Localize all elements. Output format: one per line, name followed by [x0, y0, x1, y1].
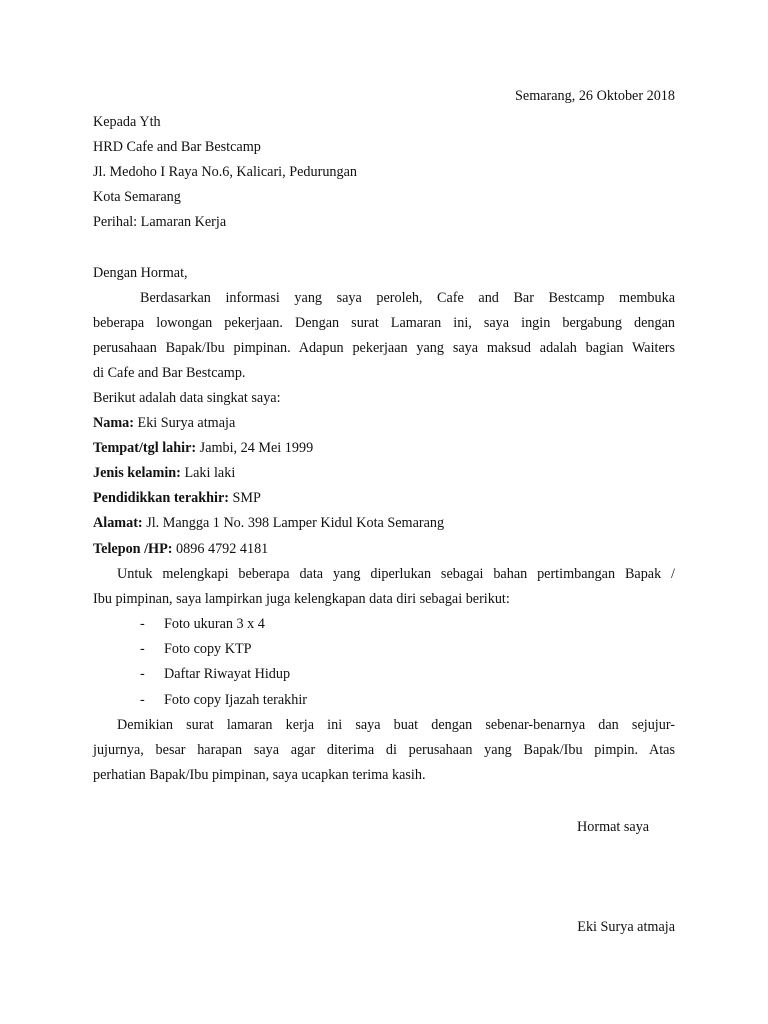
data-label: Telepon /HP:	[93, 541, 173, 557]
data-value: Jambi, 24 Mei 1999	[196, 440, 314, 456]
closing: Hormat saya	[577, 819, 650, 835]
paragraph-line: Demikian surat lamaran kerja ini saya buat dengan sebenar-benarnya dan sejujur-	[117, 717, 675, 733]
place-date: Semarang, 26 Oktober 2018	[515, 88, 675, 104]
recipient-line: Kota Semarang	[93, 189, 181, 205]
paragraph-line: Untuk melengkapi beberapa data yang diperlukan sebagai bahan pertimbangan Bapak /	[117, 566, 675, 582]
paragraph-line: Ibu pimpinan, saya lampirkan juga kelengkapan data diri sebagai berikut:	[93, 591, 510, 607]
data-label: Jenis kelamin:	[93, 465, 181, 481]
data-row-address	[93, 514, 444, 532]
list-bullet: -	[140, 666, 145, 682]
data-label: Alamat:	[93, 515, 143, 531]
paragraph-line: perhatian Bapak/Ibu pimpinan, saya ucapkan terima kasih.	[93, 767, 426, 783]
paragraph-line: jujurnya, besar harapan saya agar diterima di perusahaan yang Bapak/Ibu pimpin. Atas	[93, 742, 675, 758]
paragraph-line: perusahaan Bapak/Ibu pimpinan. Adapun pekerjaan yang saya maksud adalah bagian Waiters	[93, 340, 675, 356]
data-label: Tempat/tgl lahir:	[93, 440, 197, 456]
subject-line: Perihal: Lamaran Kerja	[93, 214, 227, 230]
recipient-line: Kepada Yth	[93, 114, 161, 130]
list-item: Foto ukuran 3 x 4	[164, 616, 265, 632]
list-item: Foto copy Ijazah terakhir	[164, 692, 308, 708]
data-row-gender	[93, 464, 235, 482]
data-value: SMP	[229, 490, 261, 506]
data-row-birth	[93, 439, 313, 457]
recipient-line: Jl. Medoho I Raya No.6, Kalicari, Pedurungan	[93, 164, 357, 180]
recipient-line: HRD Cafe and Bar Bestcamp	[93, 139, 261, 155]
data-value: Jl. Mangga 1 No. 398 Lamper Kidul Kota Semarang	[142, 515, 445, 531]
list-bullet: -	[140, 616, 145, 632]
data-row-name	[93, 414, 235, 432]
data-intro: Berikut adalah data singkat saya:	[93, 390, 281, 406]
paragraph-line: di Cafe and Bar Bestcamp.	[93, 365, 246, 381]
data-value: Laki laki	[180, 465, 236, 481]
list-bullet: -	[140, 692, 145, 708]
data-label: Pendidikkan terakhir:	[93, 490, 229, 506]
list-item: Foto copy KTP	[164, 641, 252, 657]
data-label: Nama:	[93, 415, 134, 431]
paragraph-line: Berdasarkan informasi yang saya peroleh, Cafe and Bar Bestcamp membuka	[140, 290, 675, 306]
data-value: 0896 4792 4181	[172, 541, 269, 557]
paragraph-line: beberapa lowongan pekerjaan. Dengan surat Lamaran ini, saya ingin bergabung dengan	[93, 315, 675, 331]
data-row-education	[93, 489, 261, 507]
data-value: Eki Surya atmaja	[133, 415, 236, 431]
data-row-phone	[93, 540, 268, 558]
signature-name: Eki Surya atmaja	[577, 919, 675, 935]
list-bullet: -	[140, 641, 145, 657]
list-item: Daftar Riwayat Hidup	[164, 666, 291, 682]
greeting: Dengan Hormat,	[93, 265, 188, 281]
